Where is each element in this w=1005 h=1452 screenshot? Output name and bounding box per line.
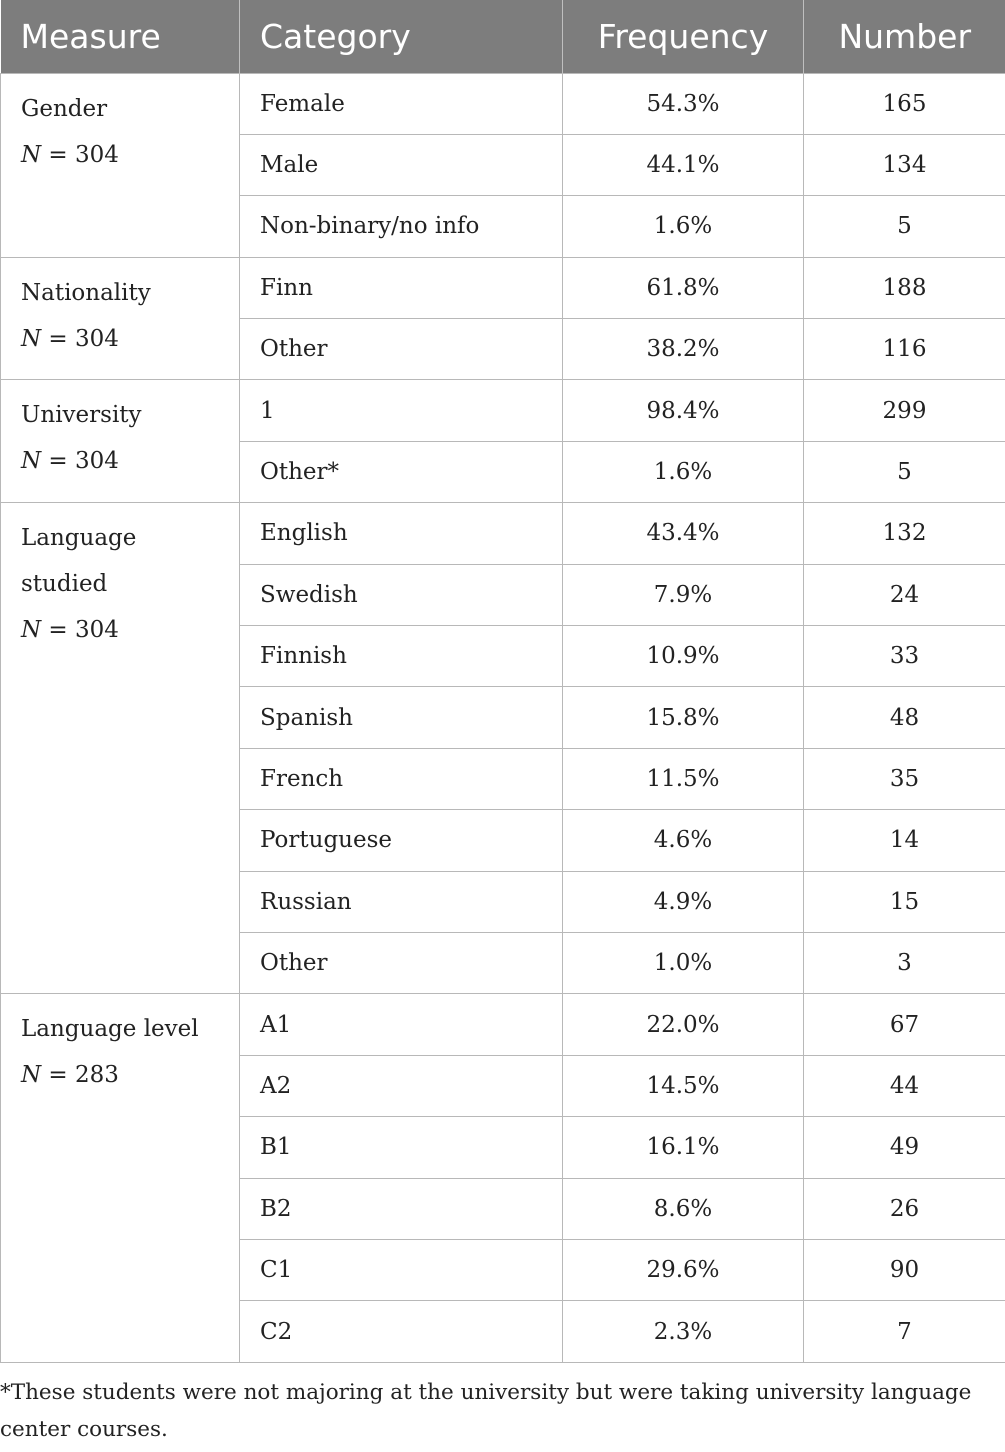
header-category: Category: [240, 0, 563, 73]
number-cell: 48: [804, 687, 1005, 748]
category-cell: 1: [240, 380, 563, 441]
table-row: [1, 994, 1005, 1055]
table-row: [1, 73, 1005, 134]
header-row: [1, 0, 1005, 73]
category-cell: A2: [240, 1055, 563, 1116]
category-cell: B1: [240, 1117, 563, 1178]
measure-cell: [1, 257, 240, 380]
number-cell: 5: [804, 441, 1005, 502]
sample-size: [21, 1050, 219, 1100]
category-cell: Other*: [240, 441, 563, 502]
number-cell: 49: [804, 1117, 1005, 1178]
frequency-cell: 98.4%: [563, 380, 804, 441]
sample-size-symbol: N: [21, 141, 42, 168]
number-cell: 67: [804, 994, 1005, 1055]
frequency-cell: 2.3%: [563, 1301, 804, 1362]
category-cell: Other: [240, 932, 563, 993]
frequency-cell: 29.6%: [563, 1239, 804, 1300]
category-cell: English: [240, 503, 563, 564]
measure-cell: [1, 503, 240, 994]
number-cell: 7: [804, 1301, 1005, 1362]
frequency-cell: 1.6%: [563, 441, 804, 502]
category-cell: Other: [240, 319, 563, 380]
category-cell: Swedish: [240, 564, 563, 625]
sample-size-symbol: N: [21, 448, 42, 475]
sample-size-symbol: N: [21, 1062, 42, 1089]
category-cell: Spanish: [240, 687, 563, 748]
category-cell: French: [240, 748, 563, 809]
header-frequency: Frequency: [563, 0, 804, 73]
frequency-cell: 7.9%: [563, 564, 804, 625]
category-cell: C1: [240, 1239, 563, 1300]
sample-size-value: = 304: [41, 617, 119, 644]
measure-label: University: [21, 402, 142, 429]
sample-size-value: = 304: [41, 141, 119, 168]
category-cell: C2: [240, 1301, 563, 1362]
frequency-cell: 43.4%: [563, 503, 804, 564]
category-cell: Male: [240, 134, 563, 195]
category-cell: Russian: [240, 871, 563, 932]
sample-size: [21, 605, 219, 655]
frequency-cell: 11.5%: [563, 748, 804, 809]
category-cell: Finnish: [240, 626, 563, 687]
number-cell: 90: [804, 1239, 1005, 1300]
frequency-cell: 10.9%: [563, 626, 804, 687]
frequency-cell: 44.1%: [563, 134, 804, 195]
measure-cell: [1, 73, 240, 257]
frequency-cell: 14.5%: [563, 1055, 804, 1116]
measure-label: studied: [21, 571, 108, 598]
sample-size-value: = 304: [41, 325, 119, 352]
frequency-cell: 16.1%: [563, 1117, 804, 1178]
measure-label: Language: [21, 525, 137, 552]
header-number: Number: [804, 0, 1005, 73]
table-body: [1, 73, 1005, 1362]
table-row: [1, 257, 1005, 318]
frequency-cell: 61.8%: [563, 257, 804, 318]
measure-cell: [1, 380, 240, 503]
number-cell: 3: [804, 932, 1005, 993]
measure-label: Language level: [21, 1016, 199, 1043]
category-cell: B2: [240, 1178, 563, 1239]
measure-label: Gender: [21, 95, 108, 122]
frequency-cell: 1.6%: [563, 196, 804, 257]
header-measure: Measure: [1, 0, 240, 73]
measure-cell: [1, 994, 240, 1362]
sample-size: [21, 314, 219, 364]
category-cell: Female: [240, 73, 563, 134]
sample-size: [21, 130, 219, 180]
number-cell: 15: [804, 871, 1005, 932]
table-row: [1, 380, 1005, 441]
number-cell: 35: [804, 748, 1005, 809]
sample-size: [21, 436, 219, 486]
number-cell: 188: [804, 257, 1005, 318]
sample-size-symbol: N: [21, 617, 42, 644]
number-cell: 44: [804, 1055, 1005, 1116]
frequency-cell: 4.6%: [563, 810, 804, 871]
frequency-cell: 1.0%: [563, 932, 804, 993]
category-cell: Portuguese: [240, 810, 563, 871]
category-cell: Non-binary/no info: [240, 196, 563, 257]
sample-size-value: = 283: [41, 1062, 119, 1089]
number-cell: 5: [804, 196, 1005, 257]
frequency-cell: 54.3%: [563, 73, 804, 134]
number-cell: 33: [804, 626, 1005, 687]
frequency-cell: 22.0%: [563, 994, 804, 1055]
number-cell: 24: [804, 564, 1005, 625]
number-cell: 14: [804, 810, 1005, 871]
category-cell: Finn: [240, 257, 563, 318]
frequency-cell: 4.9%: [563, 871, 804, 932]
frequency-cell: 8.6%: [563, 1178, 804, 1239]
number-cell: 299: [804, 380, 1005, 441]
number-cell: 134: [804, 134, 1005, 195]
number-cell: 165: [804, 73, 1005, 134]
table-header: [1, 0, 1005, 73]
sample-size-symbol: N: [21, 325, 42, 352]
table-row: [1, 503, 1005, 564]
measure-label: Nationality: [21, 279, 151, 306]
frequency-cell: 15.8%: [563, 687, 804, 748]
number-cell: 26: [804, 1178, 1005, 1239]
number-cell: 116: [804, 319, 1005, 380]
frequency-cell: 38.2%: [563, 319, 804, 380]
table-footnote: *These students were not majoring at the university but were taking university language center courses.: [0, 1380, 972, 1442]
category-cell: A1: [240, 994, 563, 1055]
number-cell: 132: [804, 503, 1005, 564]
sample-size-value: = 304: [41, 448, 119, 475]
